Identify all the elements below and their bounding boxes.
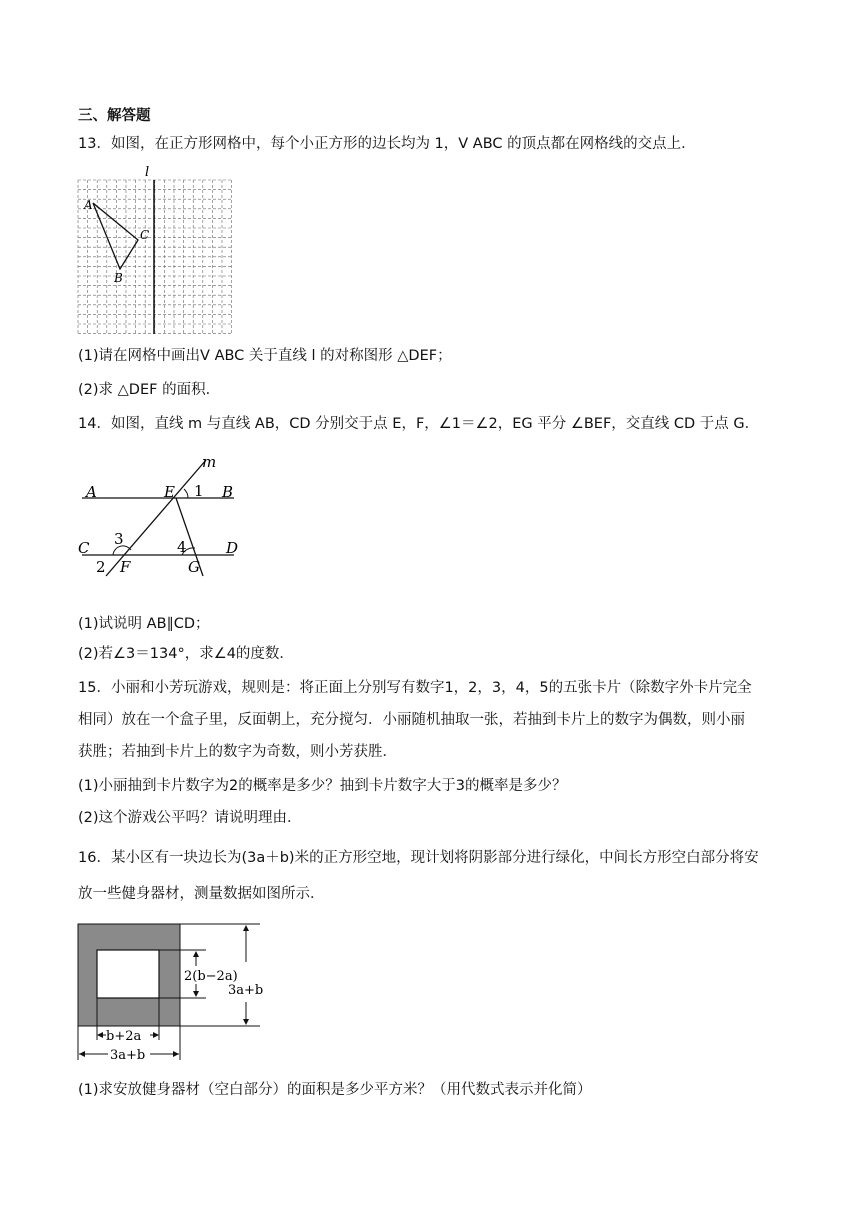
arrow-right-icon — [173, 1051, 179, 1057]
label-d: D — [226, 539, 239, 557]
angle-1-arc — [184, 489, 188, 498]
label-b: B — [222, 483, 234, 501]
label-g: G — [188, 558, 200, 576]
label-angle-4: 4 — [177, 538, 187, 556]
label-e: E — [164, 483, 175, 501]
q16-line2: 放一些健身器材，测量数据如图所示． — [78, 886, 325, 902]
vertex-c: C — [140, 228, 150, 242]
q13-stem: 13．如图，在正方形网格中，每个小正方形的边长均为 1，V ABC 的顶点都在网格线的交点上． — [78, 136, 696, 152]
arrow-right-icon — [153, 1032, 159, 1038]
arrow-left-icon — [97, 1032, 103, 1038]
q14-figure — [76, 452, 248, 578]
label-angle-3: 3 — [114, 530, 124, 548]
arrow-up-icon — [243, 925, 249, 931]
q14-stem: 14．如图，直线 m 与直线 AB，CD 分别交于点 E，F，∠1＝∠2，EG 平分 ∠BEF，交直线 CD 于点 G． — [78, 416, 760, 432]
q15-part1: (1)小丽抽到卡片数字为2的概率是多少？抽到卡片数字大于3的概率是多少？ — [78, 778, 567, 794]
arrow-down-icon — [243, 1019, 249, 1025]
triangle-abc — [93, 203, 138, 269]
arrow-up-icon — [193, 951, 199, 957]
dim-label-inner-height: 2(b−2a) — [184, 969, 238, 984]
grid — [78, 180, 232, 334]
dim-label-side-right: 3a+b — [228, 983, 264, 998]
label-m: m — [202, 453, 217, 471]
q15-line1: 15．小丽和小芳玩游戏，规则是：将正面上分别写有数字1，2，3，4，5的五张卡片（除数字外卡片完全 — [78, 680, 752, 696]
q15-line2: 相同）放在一个盒子里，反面朝上，充分搅匀．小丽随机抽取一张，若抽到卡片上的数字为偶数，则小丽 — [78, 712, 745, 728]
q14-part2: (2)若∠3＝134°，求∠4的度数． — [78, 646, 294, 662]
q16-figure — [76, 920, 272, 1064]
q13-part1: (1)请在网格中画出V ABC 关于直线 l 的对称图形 △DEF； — [78, 348, 452, 364]
q15-part2: (2)这个游戏公平吗？请说明理由． — [78, 810, 302, 826]
label-angle-1: 1 — [194, 482, 204, 500]
label-f: F — [120, 558, 131, 576]
dim-label-side-bottom: 3a+b — [110, 1048, 146, 1063]
vertex-a: A — [84, 198, 93, 212]
label-a: A — [86, 483, 97, 501]
q15-line3: 获胜；若抽到卡片上的数字为奇数，则小芳获胜． — [78, 744, 397, 760]
blank-rectangle — [97, 950, 159, 998]
q14-part1: (1)试说明 AB∥CD； — [78, 616, 210, 632]
section-title: 三、解答题 — [78, 108, 151, 124]
vertex-b: B — [114, 271, 123, 285]
q13-grid-figure — [76, 166, 234, 334]
q16-line1: 16．某小区有一块边长为(3a＋b)米的正方形空地，现计划将阴影部分进行绿化，中间长方形空白部分将安 — [78, 850, 759, 866]
label-c: C — [78, 539, 90, 557]
arrow-down-icon — [193, 991, 199, 997]
label-l: l — [145, 166, 150, 180]
q16-part1: (1)求安放健身器材（空白部分）的面积是多少平方米？（用代数式表示并化简） — [78, 1082, 592, 1098]
q13-part2: (2)求 △DEF 的面积． — [78, 382, 221, 398]
label-angle-2: 2 — [96, 558, 106, 576]
dim-label-inner-width: b+2a — [106, 1029, 142, 1044]
arrow-left-icon — [79, 1051, 85, 1057]
